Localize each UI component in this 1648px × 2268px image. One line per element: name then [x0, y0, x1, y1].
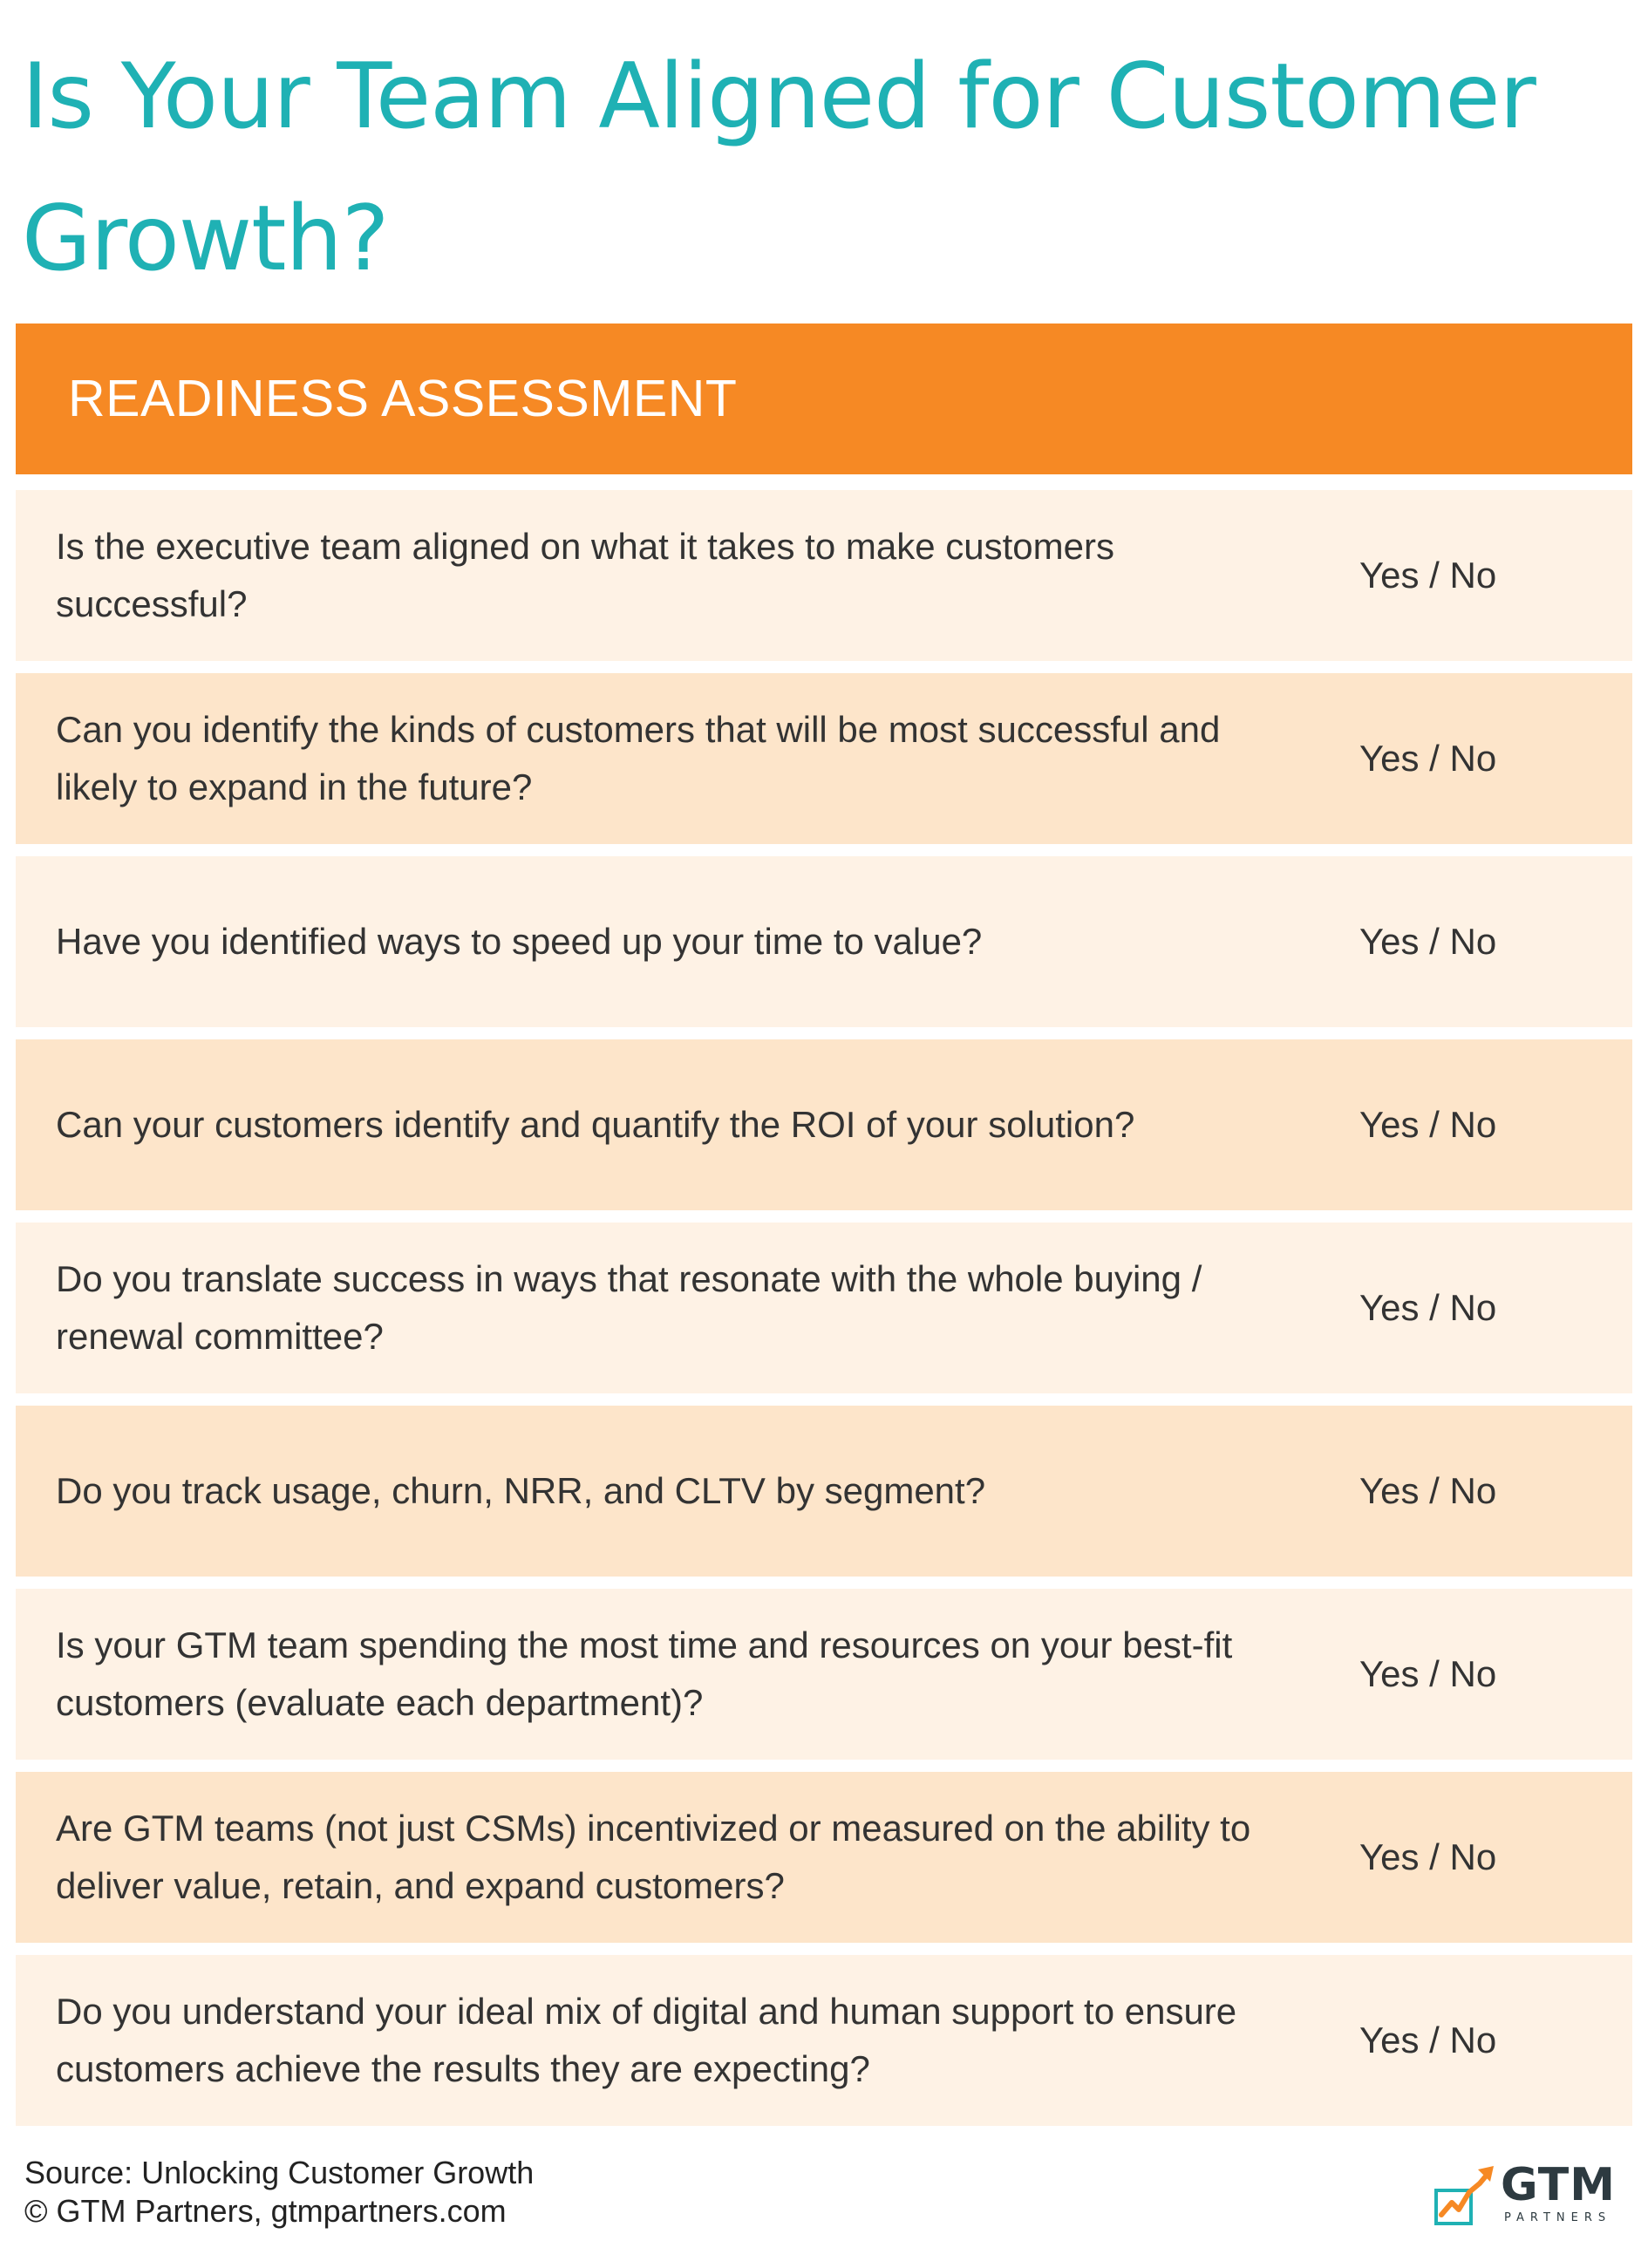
yes-no-answer: Yes / No [1359, 1836, 1497, 1877]
gtm-partners-logo [1434, 2159, 1617, 2246]
assessment-row [16, 856, 1632, 1027]
yes-no-answer: Yes / No [1359, 1104, 1497, 1145]
yes-no-answer: Yes / No [1359, 738, 1497, 779]
section-header [16, 324, 1632, 474]
question-text: Are GTM teams (not just CSMs) incentivized or measured on the ability to deliver value, retain, and expand customers? [56, 1808, 1251, 1906]
question-text: Have you identified ways to speed up your time to value? [56, 921, 983, 962]
assessment-row [16, 1955, 1632, 2126]
yes-no-answer: Yes / No [1359, 2019, 1497, 2060]
assessment-row [16, 1223, 1632, 1393]
question-text: Can you identify the kinds of customers that will be most successful and likely to expand in the future? [56, 709, 1221, 807]
yes-no-answer: Yes / No [1359, 1470, 1497, 1511]
question-text: Do you understand your ideal mix of digital and human support to ensure customers achieve the results they are expecting? [56, 1991, 1237, 2089]
yes-no-answer: Yes / No [1359, 1653, 1497, 1694]
question-text: Do you translate success in ways that resonate with the whole buying / renewal committee? [56, 1258, 1202, 1357]
question-text: Do you track usage, churn, NRR, and CLTV by segment? [56, 1470, 986, 1511]
logo-tagline: PARTNERS [1504, 2211, 1612, 2224]
page-title: Is Your Team Aligned for Customer Growth? [22, 44, 1536, 291]
yes-no-answer: Yes / No [1359, 555, 1497, 596]
yes-no-answer: Yes / No [1359, 1287, 1497, 1328]
question-text: Is the executive team aligned on what it takes to make customers successful? [56, 526, 1114, 624]
assessment-row [16, 490, 1632, 661]
assessment-row [16, 1039, 1632, 1210]
copyright-line: © GTM Partners, gtmpartners.com [24, 2193, 507, 2229]
growth-chart-arrow-icon [1434, 2164, 1497, 2227]
logo-wordmark: GTM [1501, 2159, 1616, 2211]
footer-source [24, 2154, 534, 2231]
assessment-row [16, 1772, 1632, 1943]
source-line: Source: Unlocking Customer Growth [24, 2155, 535, 2190]
assessment-row [16, 1406, 1632, 1577]
assessment-row [16, 673, 1632, 844]
section-header-label: READINESS ASSESSMENT [68, 370, 738, 427]
question-text: Is your GTM team spending the most time and resources on your best-fit customers (evaluate each department)? [56, 1624, 1233, 1723]
assessment-row [16, 1589, 1632, 1760]
yes-no-answer: Yes / No [1359, 921, 1497, 962]
question-text: Can your customers identify and quantify the ROI of your solution? [56, 1104, 1135, 1145]
assessment-list [16, 490, 1632, 2138]
